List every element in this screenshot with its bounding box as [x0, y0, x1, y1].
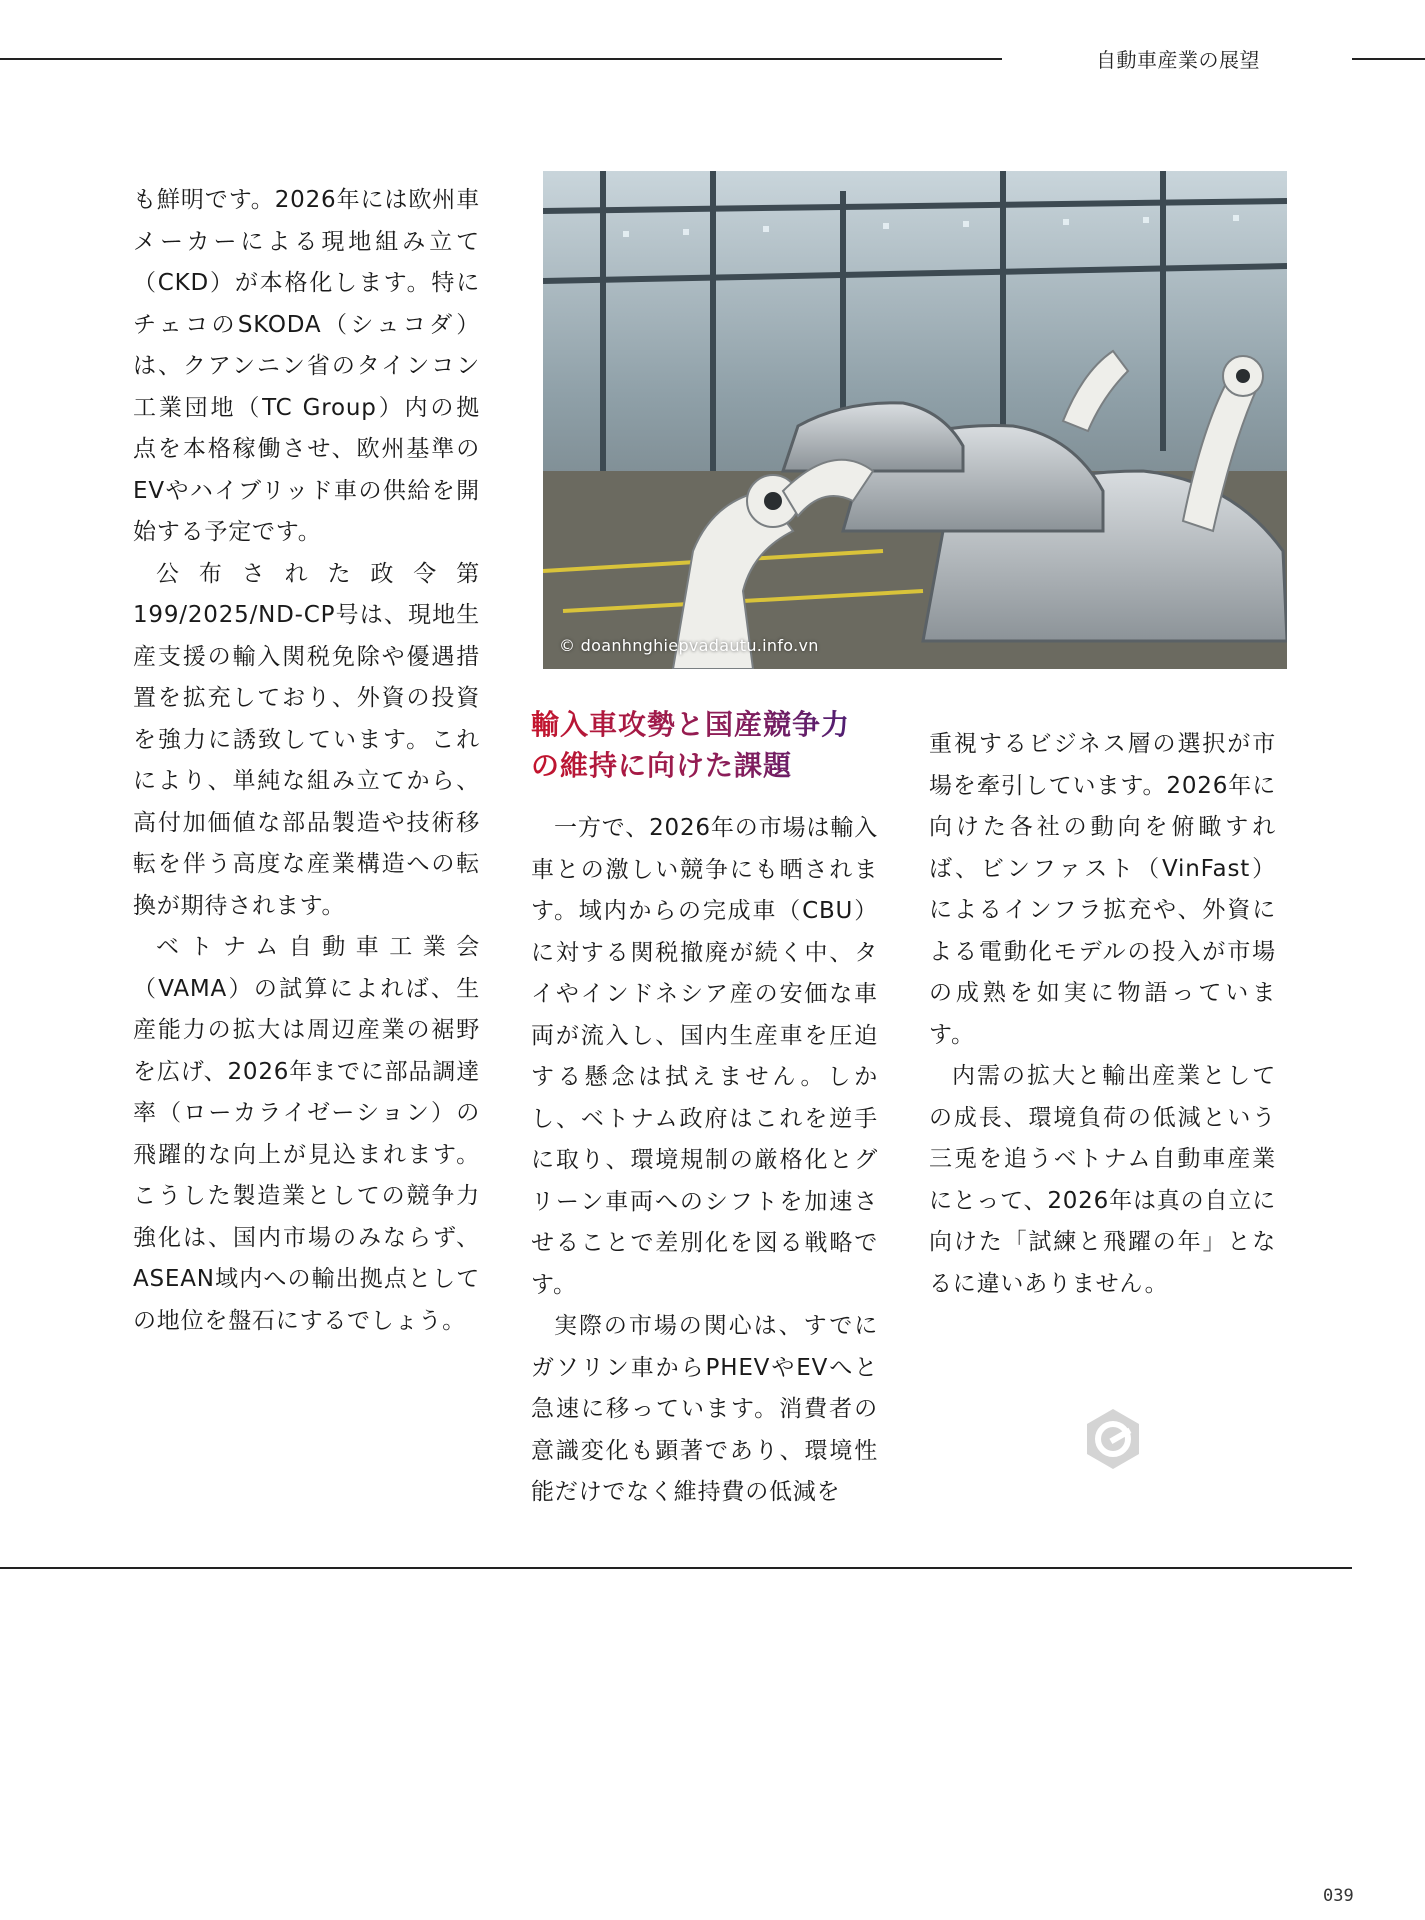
factory-photo-illustration [543, 171, 1287, 669]
col2-paragraph-2: 実際の市場の関心は、すでにガソリン車からPHEVやEVへと急速に移っています。消費者の意識変化も顕著であり、環境性能だけでなく維持費の低減を [531, 1313, 878, 1505]
col3-paragraph-1: 重視するビジネス層の選択が市場を牽引しています。2026年に向けた各社の動向を俯瞰すれば、ビンファスト（VinFast）によるインフラ拡充や、外資による電動化モデルの投入が市場の成熟を如実に物語っています。 [929, 731, 1276, 1048]
section-heading [531, 704, 891, 786]
page-number: 039 [1323, 1886, 1354, 1906]
photo-credit: © doanhnghiepvadautu.info.vn [559, 636, 819, 655]
section-heading-line-2: の維持に向けた課題 [531, 749, 793, 782]
running-title: 自動車産業の展望 [1096, 48, 1260, 72]
col1-paragraph-3: ベトナム自動車工業会（VAMA）の試算によれば、生産能力の拡大は周辺産業の裾野を広げ、2026年までに部品調達率（ローカライゼーション）の飛躍的な向上が見込まれます。こうした製造業としての競争力強化は、国内市場のみならず、ASEAN域内への輸出拠点としての地位を盤石にするでしょう。 [133, 934, 480, 1334]
col1-paragraph-2: 公布された政令第199/2025/ND-CP号は、現地生産支援の輸入関税免除や優遇措置を拡充しており、外資の投資を強力に誘致しています。これにより、単純な組み立てから、高付加価値な部品製造や技術移転を伴う高度な産業構造への転換が期待されます。 [133, 560, 480, 919]
column-3 [929, 724, 1276, 1305]
col2-paragraph-1: 一方で、2026年の市場は輸入車との激しい競争にも晒されます。域内からの完成車（CBU）に対する関税撤廃が続く中、タイやインドネシア産の安価な車両が流入し、国内生産車を圧迫する懸念は拭えません。しかし、ベトナム政府はこれを逆手に取り、環境規制の厳格化とグリーン車両へのシフトを加速させることで差別化を図る戦略です。 [531, 815, 878, 1298]
footer-rule [0, 1567, 1352, 1569]
header-rule-left [0, 58, 1002, 60]
col1-paragraph-1: も鮮明です。2026年には欧州車メーカーによる現地組み立て（CKD）が本格化します。特にチェコのSKODA（シュコダ）は、クアンニン省のタインコン工業団地（TC Group）内の拠点を本格稼働させ、欧州基準のEVやハイブリッド車の供給を開始する予定です。 [133, 187, 480, 545]
section-heading-line-1: 輸入車攻勢と国産競争力 [531, 708, 851, 741]
header-rule-right [1352, 58, 1425, 60]
publisher-logo-icon [1081, 1407, 1145, 1471]
factory-photo [543, 171, 1287, 669]
column-2 [531, 808, 878, 1514]
column-1 [133, 180, 480, 1342]
col3-paragraph-2: 内需の拡大と輸出産業としての成長、環境負荷の低減という三兎を追うベトナム自動車産業にとって、2026年は真の自立に向けた「試練と飛躍の年」となるに違いありません。 [929, 1063, 1276, 1297]
